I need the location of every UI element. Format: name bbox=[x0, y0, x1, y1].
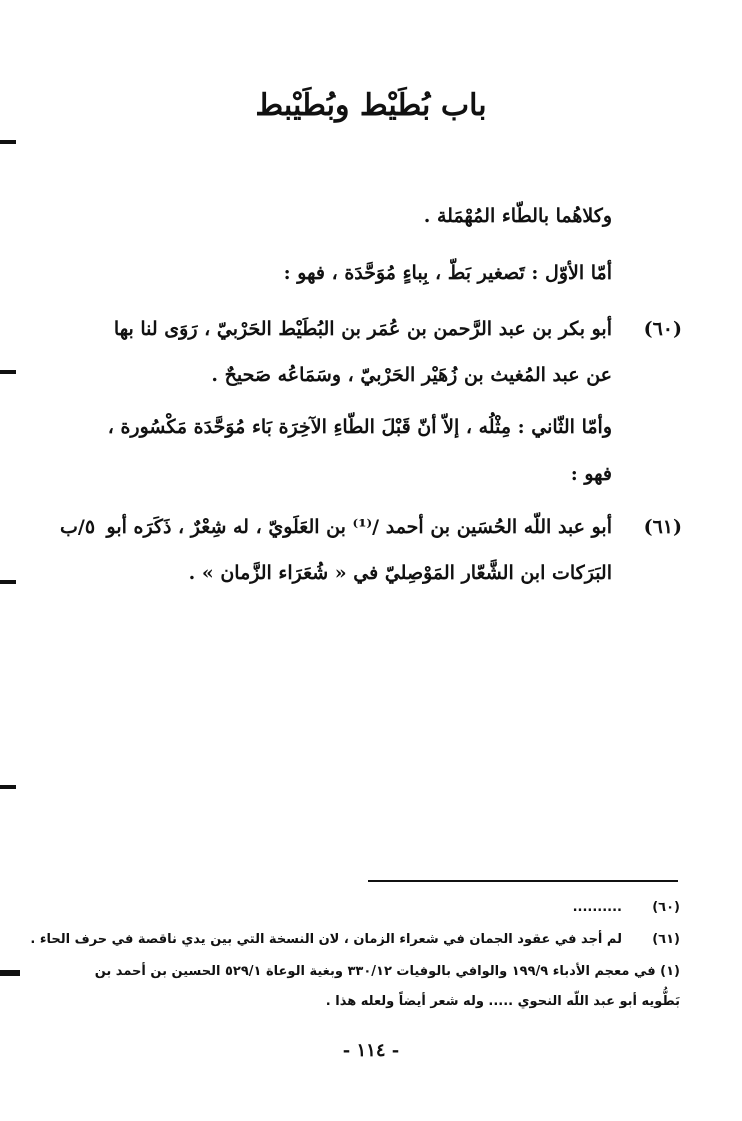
entry-number-60: (٦٠) bbox=[643, 318, 682, 340]
folio-margin-note: ٥/ب bbox=[60, 516, 96, 538]
second-form-fahuwa: فهو : bbox=[570, 463, 612, 485]
entry-61-line-1: أبو عبد اللّه الحُسَين بن أحمد /⁽¹⁾ بن العَلَويّ ، له شِعْرٌ ، ذَكَرَه أبو bbox=[106, 516, 612, 538]
second-form-line: وأمّا الثّاني : مِثْلُه ، إلاّ أنّ قَبْلَ الطّاءِ الآخِرَة بَاء مُوَحَّدَة مَكْسُورة ، bbox=[107, 416, 612, 438]
intro-line: وكلاهُما بالطّاء المُهْمَلة . bbox=[423, 205, 612, 227]
page-number: - ١١٤ - bbox=[342, 1040, 400, 1061]
entry-60-line-2: عن عبد المُغيث بن زُهَيْر الحَرْبيّ ، وسَمَاعُه صَحيحٌ . bbox=[211, 364, 612, 386]
scan-edge-mark bbox=[0, 140, 16, 144]
scan-edge-mark bbox=[0, 370, 16, 374]
scan-edge-mark bbox=[0, 970, 20, 976]
entry-60-line-1: أبو بكر بن عبد الرَّحمن بن عُمَر بن البُطَيْط الحَرْبيّ ، رَوَى لنا بها bbox=[113, 318, 612, 340]
footnote-61-text: لم أجد في عقود الجمان في شعراء الزمان ، لان النسخة التي بين يدي ناقصة في حرف الحاء . bbox=[30, 932, 622, 947]
entry-61-line-2: البَرَكات ابن الشَّعّار المَوْصِليّ في « شُعَرَاء الزَّمان » . bbox=[188, 562, 612, 584]
footnote-separator bbox=[368, 880, 678, 882]
chapter-title: باب بُطَيْط وبُطَيْبط bbox=[255, 88, 487, 123]
footnote-1-line-1: (١) في معجم الأدباء ١٩٩/٩ والوافي بالوفيات ٣٣٠/١٢ وبغية الوعاة ٥٢٩/١ الحسين بن أحمد بن bbox=[94, 964, 680, 979]
footnote-60-number: (٦٠) bbox=[652, 900, 680, 915]
entry-number-61: (٦١) bbox=[643, 516, 682, 538]
first-form-line: أمّا الأوّل : تَصغير بَطّ ، بِباءٍ مُوَحَّدَة ، فهو : bbox=[283, 262, 612, 284]
scan-edge-mark bbox=[0, 785, 16, 789]
scan-edge-mark bbox=[0, 580, 16, 584]
footnote-61-number: (٦١) bbox=[652, 932, 680, 947]
footnote-60-text: .......... bbox=[572, 900, 622, 915]
footnote-1-line-2: بَطُّويه أبو عبد اللّه النحوي ..... وله شعر أيضاً ولعله هذا . bbox=[325, 994, 680, 1009]
